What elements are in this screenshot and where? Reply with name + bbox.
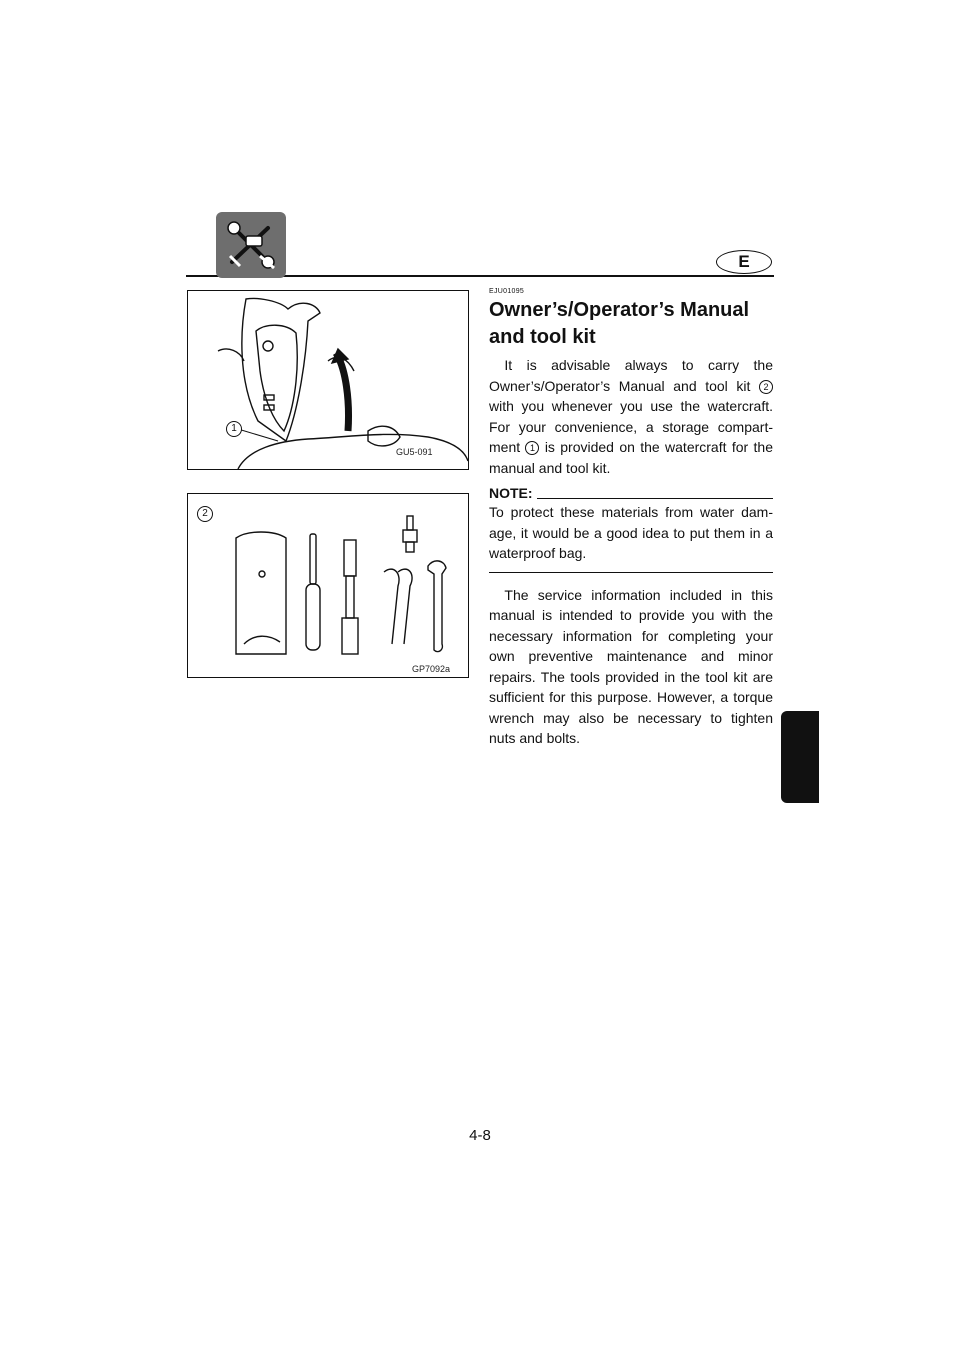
- inline-callout-2: 2: [759, 380, 773, 394]
- figure-callout-2: 2: [197, 506, 213, 522]
- inline-callout-1: 1: [525, 441, 539, 455]
- intro-text-1: It is advisable always to carry the Owner’s/Operator’s Manual and tool kit: [489, 357, 773, 394]
- figure-code: GU5-091: [396, 447, 433, 457]
- figure-storage-compartment: [187, 290, 469, 470]
- figure-callout-1: 1: [226, 421, 242, 437]
- figure-code: GP7092a: [412, 664, 451, 674]
- note-text: To protect these materials from water dam-age, it would be a good idea to put them in a waterproof bag.: [489, 502, 773, 573]
- note-label: NOTE:: [489, 485, 533, 501]
- intro-text-3: is provided on the watercraft for the manual and tool kit.: [489, 439, 773, 476]
- note-header: [489, 484, 773, 502]
- storage-compartment-illustration: [188, 291, 468, 469]
- tool-kit-illustration: [188, 494, 468, 677]
- page-number: 4-8: [469, 1127, 491, 1144]
- service-paragraph: The service information included in this manual is intended to provide you with the necessary information for completing your own preventive maintenance and minor repairs. The tools provided in the tool kit are sufficient for this purpose. However, a torque wrench may also be necessary to tighten nuts and bolts.: [489, 586, 773, 746]
- intro-paragraph: [489, 355, 773, 478]
- section-heading: Owner’s/Operator’s Manual and tool kit: [489, 299, 750, 348]
- chapter-side-tab: [781, 711, 819, 803]
- text-column: [489, 288, 773, 749]
- section-code: EJU01095: [489, 288, 525, 295]
- tools-icon: [216, 212, 286, 278]
- intro-text-2: with you whenever you use the watercraft. For your convenience, a storage compart-ment: [489, 398, 773, 455]
- language-badge: E: [716, 250, 772, 274]
- figure-tool-kit: [187, 493, 469, 678]
- note-rule: [537, 498, 773, 500]
